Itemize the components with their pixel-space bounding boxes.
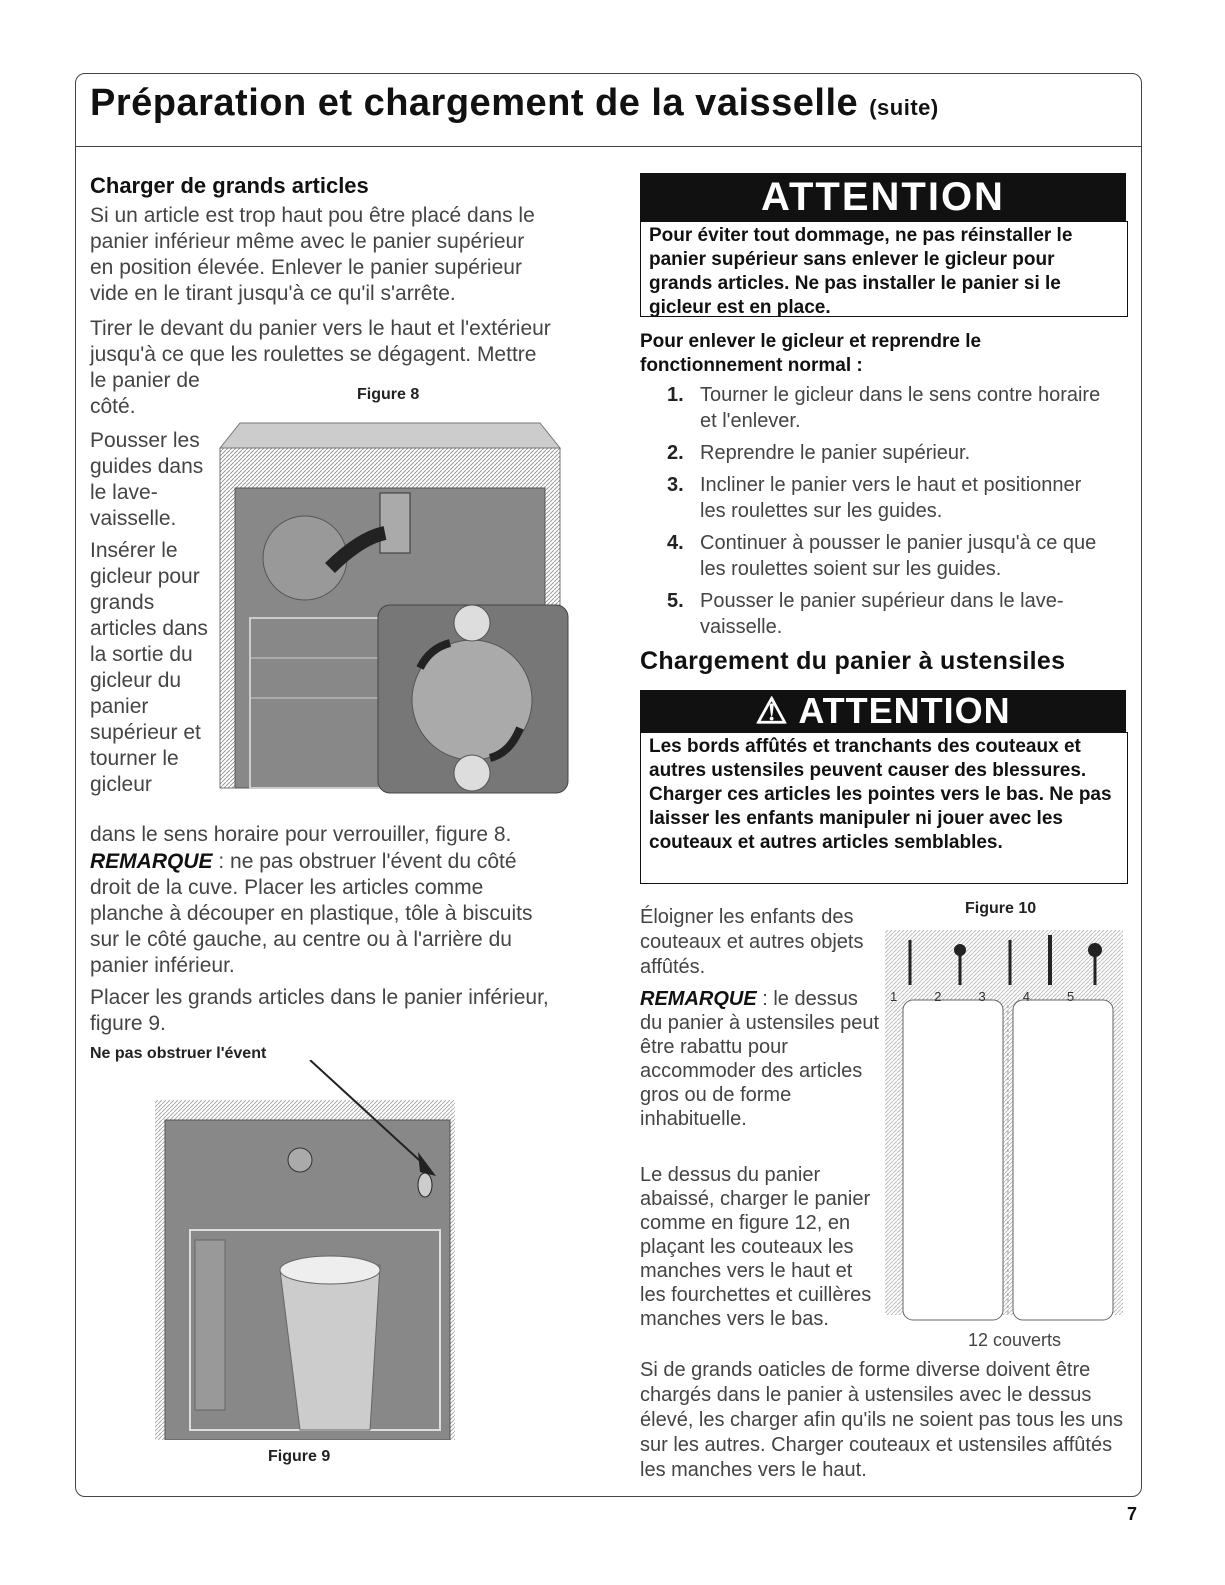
attention-banner-2: ⚠ ATTENTION xyxy=(640,690,1126,732)
page-title: Préparation et chargement de la vaisselle (suite) xyxy=(90,82,939,124)
left-para-5: Placer les grands articles dans le panier inférieur, figure 9. xyxy=(90,986,549,1035)
heading-grands-articles: Charger de grands articles xyxy=(90,173,369,198)
figure-8-illustration xyxy=(210,418,570,794)
vent-label: Ne pas obstruer l'évent xyxy=(90,1045,267,1062)
remark-label: REMARQUE xyxy=(90,850,213,873)
figure-9-illustration xyxy=(150,1060,470,1440)
right-para-1: Éloigner les enfants des couteaux et autres objets affûtés. xyxy=(640,906,864,978)
step-item: 4. Continuer à pousser le panier jusqu'à ce que les roulettes soient sur les guides. xyxy=(667,532,1097,580)
right-remark: REMARQUE : le dessus du panier à ustensiles peut être rabattu pour accommoder des articles gros ou de forme inhabituelle. xyxy=(640,988,880,1130)
left-para-2b: le panier de xyxy=(90,369,200,392)
left-para-4: Insérer le gicleur pour grands articles dans la sortie du gicleur du panier supérieur et tourner le gicleur xyxy=(90,539,208,796)
right-para-3: Si de grands oaticles de forme diverse doivent être chargés dans le panier à ustensiles avec le dessus élevé, les charger afin qu'ils ne soient pas tous les uns sur les autres. Charger couteaux et ustensiles affûtés les manches vers le haut. xyxy=(640,1359,1123,1481)
step-item: 5. Pousser le panier supérieur dans le lave-vaisselle. xyxy=(667,590,1064,638)
step-item: 1. Tourner le gicleur dans le sens contre horaire et l'enlever. xyxy=(667,384,1101,432)
attention-text-2: Les bords affûtés et tranchants des couteaux et autres ustensiles peuvent causer des blessures. Charger ces articles les pointes vers le bas. Ne pas laisser les enfants manipuler ni jouer avec les couteaux et autres articles semblables. xyxy=(640,732,1128,884)
title-divider xyxy=(75,146,1142,147)
left-para-2: Tirer le devant du panier vers le haut et l'extérieur jusqu'à ce que les roulettes se dégagent. Mettre xyxy=(90,317,551,366)
left-para-2c: côté. xyxy=(90,395,136,418)
figure-10-illustration xyxy=(885,925,1125,1325)
left-para-3: Pousser les guides dans le lave-vaisselle. xyxy=(90,429,204,530)
left-para-4b: dans le sens horaire pour verrouiller, figure 8. xyxy=(90,823,512,846)
step-item: 3. Incliner le panier vers le haut et positionner les roulettes sur les guides. xyxy=(667,474,1082,522)
right-para-2: Le dessus du panier abaissé, charger le panier comme en figure 12, en plaçant les couteaux les manches vers le haut et les fourchettes et cuillères manches vers le bas. xyxy=(640,1164,872,1330)
attention-text-1: Pour éviter tout dommage, ne pas réinstaller le panier supérieur sans enlever le gicleur pour grands articles. Ne pas installer le panier si le gicleur est en place. xyxy=(640,221,1128,317)
step-item: 2. Reprendre le panier supérieur. xyxy=(667,442,971,464)
heading-ustensiles: Chargement du panier à ustensiles xyxy=(640,647,1066,675)
left-para-1: Si un article est trop haut pou être placé dans le panier inférieur même avec le panier supérieur en position élevée. Enlever le panier supérieur vide en le tirant jusqu'à ce qu'il s'arrête. xyxy=(90,204,535,305)
figure-9-caption: Figure 9 xyxy=(268,1448,331,1465)
warning-triangle-icon: ⚠ xyxy=(755,690,789,731)
figure-10-legend: 12345 xyxy=(890,989,1112,1004)
left-remark: REMARQUE : ne pas obstruer l'évent du côté droit de la cuve. Placer les articles comme planche à découper en plastique, tôle à biscuits sur le côté gauche, au centre ou à l'arrière du panier inférieur. xyxy=(90,850,533,977)
page-number: 7 xyxy=(1127,1504,1138,1524)
attention-banner-1: ATTENTION xyxy=(640,173,1126,221)
steps-heading: Pour enlever le gicleur et reprendre le fonctionnement normal : xyxy=(640,331,982,376)
steps-list xyxy=(640,382,1110,646)
figure-10-subcaption: 12 couverts xyxy=(968,1330,1062,1350)
figure-8-caption: Figure 8 xyxy=(357,386,420,403)
figure-10-caption: Figure 10 xyxy=(965,900,1037,917)
